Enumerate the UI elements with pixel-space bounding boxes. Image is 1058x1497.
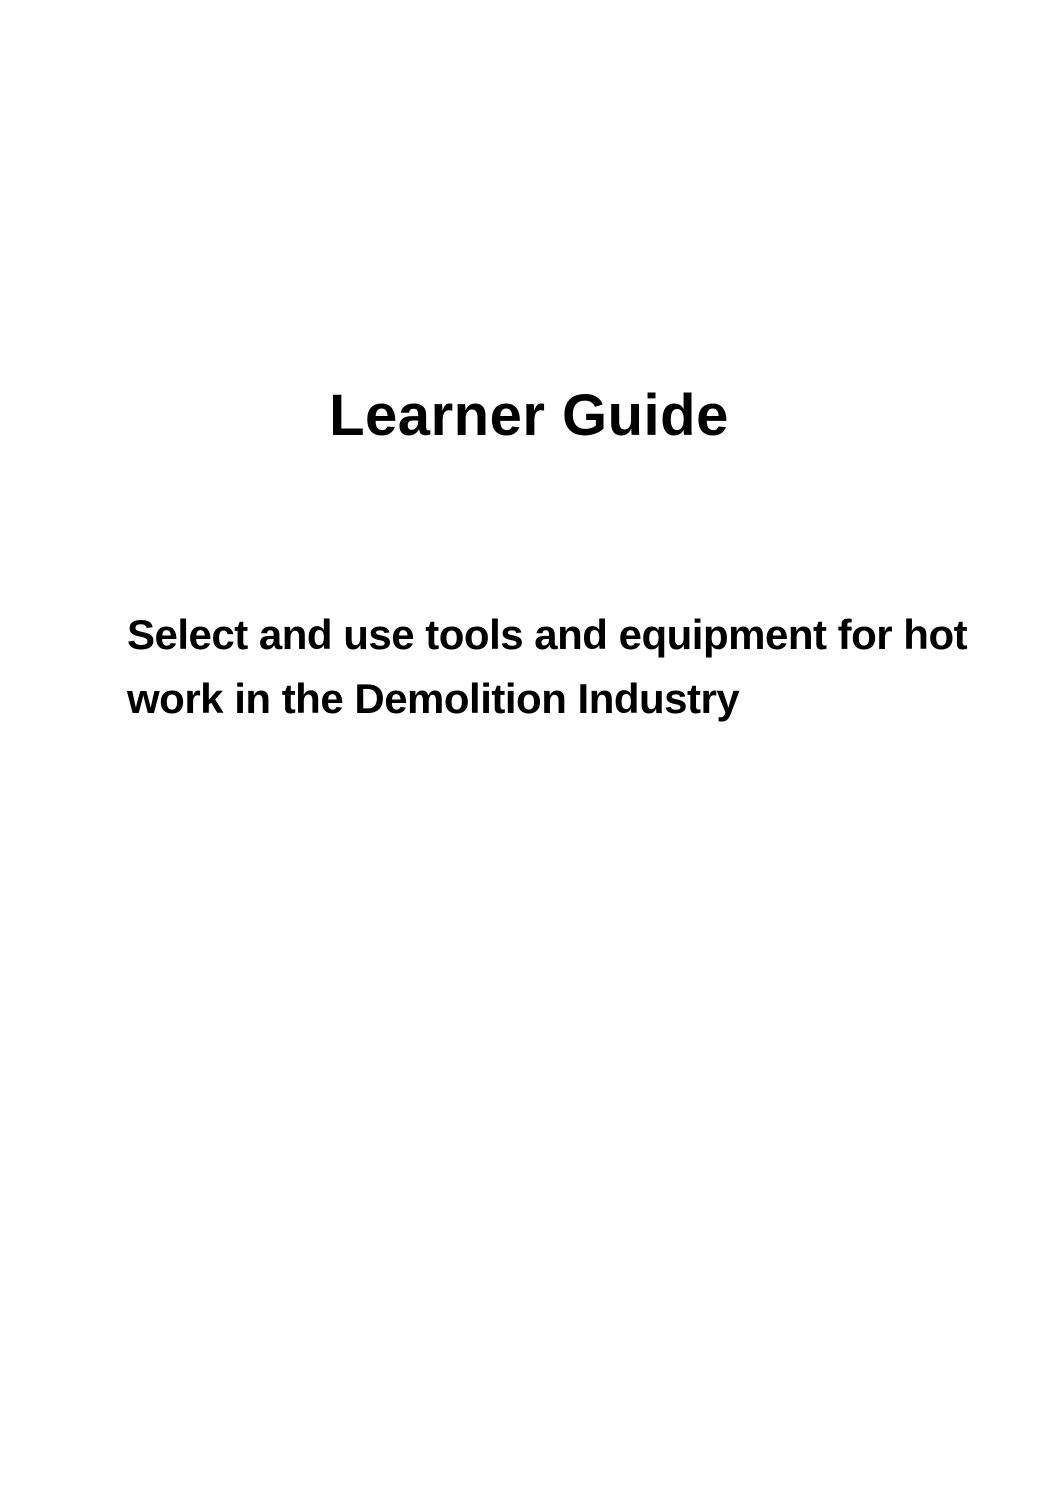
subtitle-line-2: work in the Demolition Industry <box>127 675 740 722</box>
page-title: Learner Guide <box>329 382 729 448</box>
subtitle-line-1: Select and use tools and equipment for hot <box>127 611 968 658</box>
page-subtitle <box>127 603 968 731</box>
